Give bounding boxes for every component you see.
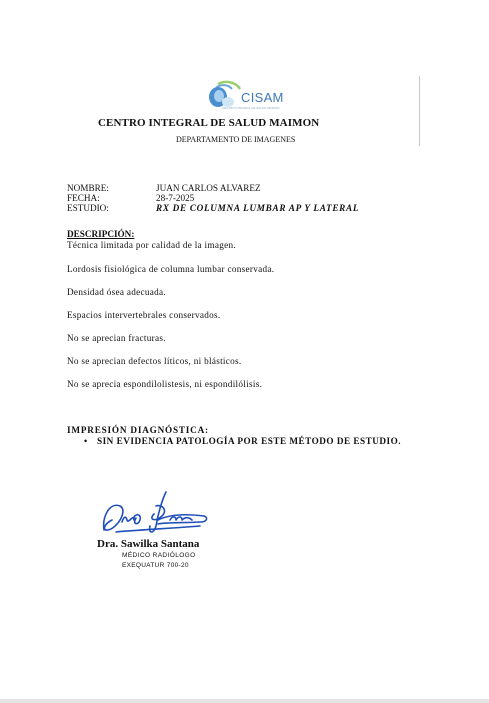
doctor-name: Dra. Sawilka Santana xyxy=(97,538,200,550)
patient-info xyxy=(67,183,359,213)
margin-divider xyxy=(419,76,420,146)
signature-image xyxy=(96,486,214,542)
doctor-title: MÉDICO RADIÓLOGO xyxy=(122,552,196,559)
name-value: JUAN CARLOS ALVAREZ xyxy=(156,183,261,193)
finding-line: Técnica limitada por calidad de la imagen. xyxy=(67,240,236,250)
logo-tagline: CENTRO INTEGRAL DE SALUD MAIMON xyxy=(222,106,280,110)
page-bottom-edge xyxy=(0,699,489,703)
name-label: NOMBRE: xyxy=(67,183,109,193)
finding-line: Espacios intervertebrales conservados. xyxy=(67,310,221,320)
logo-text: CISAM xyxy=(241,90,284,105)
study-label: ESTUDIO: xyxy=(67,203,109,213)
impression-heading: IMPRESIÓN DIAGNÓSTICA: xyxy=(67,425,209,435)
finding-line: No se aprecian fracturas. xyxy=(67,333,166,343)
name-row xyxy=(67,183,359,193)
doctor-exequatur: EXEQUATUR 700-20 xyxy=(122,562,189,569)
date-value: 28-7-2025 xyxy=(156,193,195,203)
impression-item xyxy=(84,436,401,446)
impression-text: SIN EVIDENCIA PATOLOGÍA POR ESTE MÉTODO DE ESTUDIO. xyxy=(97,436,402,446)
description-heading: DESCRIPCIÓN: xyxy=(67,229,135,239)
date-row xyxy=(67,193,359,203)
date-label: FECHA: xyxy=(67,193,100,203)
finding-line: No se aprecia espondilolistesis, ni espondilólisis. xyxy=(67,379,263,389)
finding-line: No se aprecian defectos líticos, ni blásticos. xyxy=(67,356,242,366)
finding-line: Densidad ósea adecuada. xyxy=(67,287,166,297)
finding-line: Lordosis fisiológica de columna lumbar conservada. xyxy=(67,264,275,274)
center-name: CENTRO INTEGRAL DE SALUD MAIMON xyxy=(98,117,320,129)
bullet-icon: • xyxy=(84,436,88,446)
study-row xyxy=(67,203,359,213)
study-value: RX DE COLUMNA LUMBAR AP Y LATERAL xyxy=(156,203,360,213)
department-name: DEPARTAMENTO DE IMAGENES xyxy=(176,135,296,144)
